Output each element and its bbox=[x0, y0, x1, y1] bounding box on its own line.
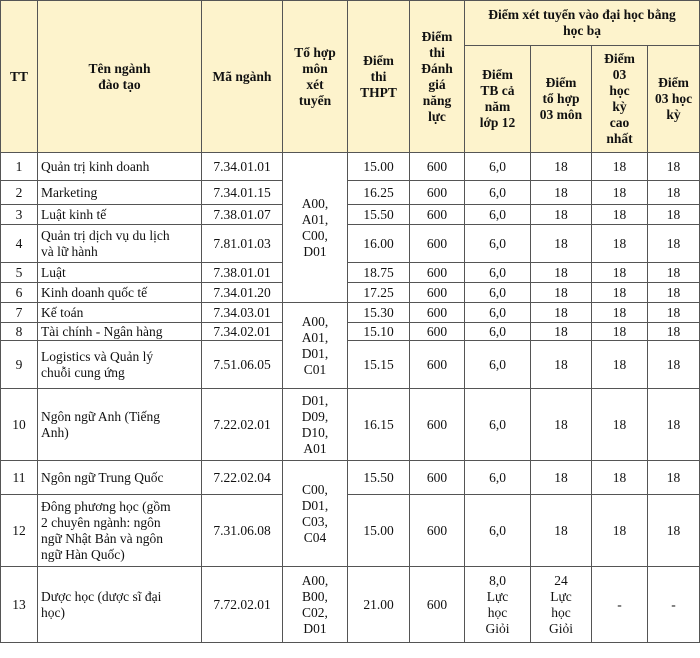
three-semesters-score: 18 bbox=[648, 323, 700, 341]
major-name: Ngôn ngữ Trung Quốc bbox=[38, 461, 202, 495]
major-code: 7.34.01.01 bbox=[202, 153, 283, 181]
major-name: Đông phương học (gồm 2 chuyên ngành: ngôn ngữ Nhật Bản và ngôn ngữ Hàn Quốc) bbox=[38, 495, 202, 567]
avg-grade12-score: 6,0 bbox=[465, 205, 531, 225]
combo3-score: 18 bbox=[531, 263, 592, 283]
major-code: 7.38.01.01 bbox=[202, 263, 283, 283]
table-row bbox=[1, 341, 700, 389]
aptitude-score: 600 bbox=[410, 495, 465, 567]
header-aptitude-score: Điểm thi Đánh giá năng lực bbox=[410, 1, 465, 153]
major-code: 7.34.01.15 bbox=[202, 181, 283, 205]
aptitude-score: 600 bbox=[410, 225, 465, 263]
aptitude-score: 600 bbox=[410, 389, 465, 461]
subject-combo: D01, D09, D10, A01 bbox=[283, 389, 348, 461]
subject-combo: A00, A01, D01, C01 bbox=[283, 303, 348, 389]
row-number: 10 bbox=[1, 389, 38, 461]
table-row bbox=[1, 283, 700, 303]
table-row bbox=[1, 461, 700, 495]
aptitude-score: 600 bbox=[410, 205, 465, 225]
header-thpt-score: Điểm thi THPT bbox=[348, 1, 410, 153]
avg-grade12-score: 6,0 bbox=[465, 225, 531, 263]
row-number: 4 bbox=[1, 225, 38, 263]
row-number: 7 bbox=[1, 303, 38, 323]
thpt-score: 18.75 bbox=[348, 263, 410, 283]
thpt-score: 15.00 bbox=[348, 153, 410, 181]
avg-grade12-score: 6,0 bbox=[465, 153, 531, 181]
row-number: 11 bbox=[1, 461, 38, 495]
combo3-score: 18 bbox=[531, 283, 592, 303]
top3-semesters-score: 18 bbox=[592, 495, 648, 567]
major-code: 7.22.02.01 bbox=[202, 389, 283, 461]
subject-combo: A00, A01, C00, D01 bbox=[283, 153, 348, 303]
header-avg-grade12: Điểm TB cả năm lớp 12 bbox=[465, 46, 531, 153]
row-number: 9 bbox=[1, 341, 38, 389]
three-semesters-score: 18 bbox=[648, 225, 700, 263]
three-semesters-score: 18 bbox=[648, 283, 700, 303]
row-number: 5 bbox=[1, 263, 38, 283]
combo3-score: 18 bbox=[531, 341, 592, 389]
combo3-score: 18 bbox=[531, 323, 592, 341]
row-number: 1 bbox=[1, 153, 38, 181]
major-name: Quản trị dịch vụ du lịch và lữ hành bbox=[38, 225, 202, 263]
table-row bbox=[1, 181, 700, 205]
combo3-score: 18 bbox=[531, 495, 592, 567]
header-tt: TT bbox=[1, 1, 38, 153]
major-name: Luật kinh tế bbox=[38, 205, 202, 225]
aptitude-score: 600 bbox=[410, 341, 465, 389]
combo3-score: 24 Lực học Giỏi bbox=[531, 567, 592, 643]
thpt-score: 16.00 bbox=[348, 225, 410, 263]
table-row bbox=[1, 303, 700, 323]
subject-combo: A00, B00, C02, D01 bbox=[283, 567, 348, 643]
top3-semesters-score: 18 bbox=[592, 303, 648, 323]
three-semesters-score: - bbox=[648, 567, 700, 643]
header-subject-combo: Tổ hợp môn xét tuyển bbox=[283, 1, 348, 153]
major-name: Quản trị kinh doanh bbox=[38, 153, 202, 181]
thpt-score: 21.00 bbox=[348, 567, 410, 643]
three-semesters-score: 18 bbox=[648, 181, 700, 205]
top3-semesters-score: 18 bbox=[592, 341, 648, 389]
combo3-score: 18 bbox=[531, 181, 592, 205]
top3-semesters-score: - bbox=[592, 567, 648, 643]
row-number: 3 bbox=[1, 205, 38, 225]
major-code: 7.22.02.04 bbox=[202, 461, 283, 495]
top3-semesters-score: 18 bbox=[592, 205, 648, 225]
table-row bbox=[1, 389, 700, 461]
top3-semesters-score: 18 bbox=[592, 153, 648, 181]
major-code: 7.34.01.20 bbox=[202, 283, 283, 303]
major-name: Kinh doanh quốc tế bbox=[38, 283, 202, 303]
header-three-semesters: Điểm 03 học kỳ bbox=[648, 46, 700, 153]
combo3-score: 18 bbox=[531, 389, 592, 461]
top3-semesters-score: 18 bbox=[592, 389, 648, 461]
table-row bbox=[1, 205, 700, 225]
thpt-score: 15.30 bbox=[348, 303, 410, 323]
avg-grade12-score: 6,0 bbox=[465, 389, 531, 461]
row-number: 6 bbox=[1, 283, 38, 303]
header-combo3-score: Điểm tổ hợp 03 môn bbox=[531, 46, 592, 153]
aptitude-score: 600 bbox=[410, 323, 465, 341]
header-major-code: Mã ngành bbox=[202, 1, 283, 153]
row-number: 8 bbox=[1, 323, 38, 341]
major-code: 7.51.06.05 bbox=[202, 341, 283, 389]
avg-grade12-score: 6,0 bbox=[465, 495, 531, 567]
row-number: 2 bbox=[1, 181, 38, 205]
aptitude-score: 600 bbox=[410, 461, 465, 495]
row-number: 13 bbox=[1, 567, 38, 643]
thpt-score: 16.25 bbox=[348, 181, 410, 205]
three-semesters-score: 18 bbox=[648, 341, 700, 389]
combo3-score: 18 bbox=[531, 225, 592, 263]
three-semesters-score: 18 bbox=[648, 205, 700, 225]
three-semesters-score: 18 bbox=[648, 153, 700, 181]
avg-grade12-score: 6,0 bbox=[465, 263, 531, 283]
table-row bbox=[1, 567, 700, 643]
top3-semesters-score: 18 bbox=[592, 263, 648, 283]
major-code: 7.31.06.08 bbox=[202, 495, 283, 567]
thpt-score: 15.50 bbox=[348, 205, 410, 225]
avg-grade12-score: 6,0 bbox=[465, 303, 531, 323]
subject-combo: C00, D01, C03, C04 bbox=[283, 461, 348, 567]
combo3-score: 18 bbox=[531, 153, 592, 181]
major-name: Marketing bbox=[38, 181, 202, 205]
avg-grade12-score: 8,0 Lực học Giỏi bbox=[465, 567, 531, 643]
aptitude-score: 600 bbox=[410, 303, 465, 323]
table-row bbox=[1, 263, 700, 283]
major-name: Kế toán bbox=[38, 303, 202, 323]
major-name: Ngôn ngữ Anh (Tiếng Anh) bbox=[38, 389, 202, 461]
thpt-score: 15.00 bbox=[348, 495, 410, 567]
top3-semesters-score: 18 bbox=[592, 283, 648, 303]
thpt-score: 15.15 bbox=[348, 341, 410, 389]
table-row bbox=[1, 323, 700, 341]
avg-grade12-score: 6,0 bbox=[465, 283, 531, 303]
top3-semesters-score: 18 bbox=[592, 225, 648, 263]
top3-semesters-score: 18 bbox=[592, 181, 648, 205]
major-code: 7.34.03.01 bbox=[202, 303, 283, 323]
header-transcript-group: Điểm xét tuyển vào đại học bằng học bạ bbox=[465, 1, 700, 46]
top3-semesters-score: 18 bbox=[592, 461, 648, 495]
table-row bbox=[1, 495, 700, 567]
combo3-score: 18 bbox=[531, 461, 592, 495]
major-name: Logistics và Quản lý chuỗi cung ứng bbox=[38, 341, 202, 389]
aptitude-score: 600 bbox=[410, 283, 465, 303]
thpt-score: 16.15 bbox=[348, 389, 410, 461]
row-number: 12 bbox=[1, 495, 38, 567]
major-code: 7.38.01.07 bbox=[202, 205, 283, 225]
table-row bbox=[1, 153, 700, 181]
major-code: 7.72.02.01 bbox=[202, 567, 283, 643]
thpt-score: 17.25 bbox=[348, 283, 410, 303]
header-top3-semesters: Điểm 03 học kỳ cao nhất bbox=[592, 46, 648, 153]
avg-grade12-score: 6,0 bbox=[465, 461, 531, 495]
three-semesters-score: 18 bbox=[648, 303, 700, 323]
major-name: Dược học (dược sĩ đại học) bbox=[38, 567, 202, 643]
combo3-score: 18 bbox=[531, 303, 592, 323]
aptitude-score: 600 bbox=[410, 263, 465, 283]
header-major-name: Tên ngành đào tạo bbox=[38, 1, 202, 153]
three-semesters-score: 18 bbox=[648, 461, 700, 495]
thpt-score: 15.50 bbox=[348, 461, 410, 495]
combo3-score: 18 bbox=[531, 205, 592, 225]
major-code: 7.34.02.01 bbox=[202, 323, 283, 341]
major-name: Tài chính - Ngân hàng bbox=[38, 323, 202, 341]
three-semesters-score: 18 bbox=[648, 263, 700, 283]
aptitude-score: 600 bbox=[410, 567, 465, 643]
three-semesters-score: 18 bbox=[648, 389, 700, 461]
avg-grade12-score: 6,0 bbox=[465, 323, 531, 341]
avg-grade12-score: 6,0 bbox=[465, 341, 531, 389]
aptitude-score: 600 bbox=[410, 181, 465, 205]
major-name: Luật bbox=[38, 263, 202, 283]
top3-semesters-score: 18 bbox=[592, 323, 648, 341]
table-row bbox=[1, 225, 700, 263]
three-semesters-score: 18 bbox=[648, 495, 700, 567]
major-code: 7.81.01.03 bbox=[202, 225, 283, 263]
avg-grade12-score: 6,0 bbox=[465, 181, 531, 205]
aptitude-score: 600 bbox=[410, 153, 465, 181]
thpt-score: 15.10 bbox=[348, 323, 410, 341]
